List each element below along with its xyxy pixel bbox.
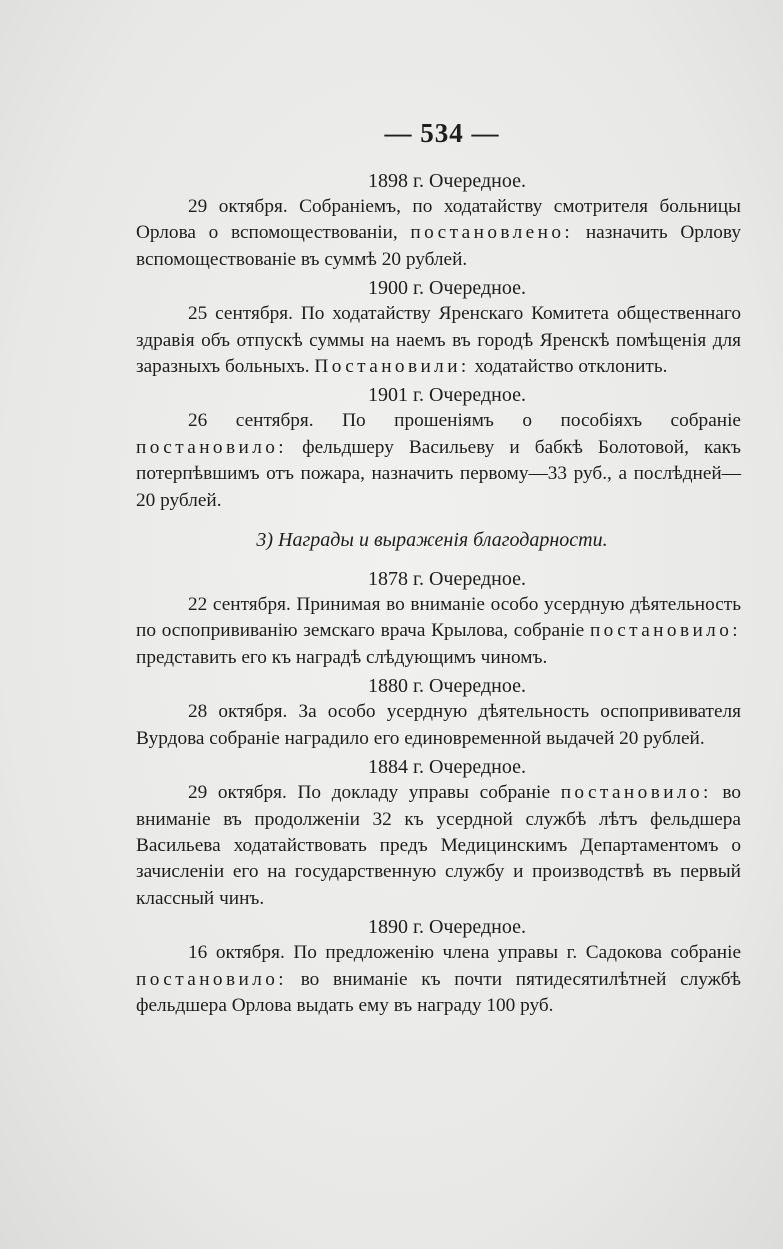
paragraph-text: 29 октября. Собраніемъ, по ходатайству смотрителя больницы Орлова о вспомоществованіи, (136, 196, 741, 244)
paragraph-text: во вниманіе въ продолженіи 32 къ усердной службѣ лѣтъ фельдшера Васильева ходатайствовать предъ Медицинскимъ Департаментомъ о зачисленіи его на государственную службу и производствѣ въ первый классный чинъ. (136, 782, 742, 909)
year-heading: 1890 г. Очередное. (368, 916, 526, 939)
paragraph-text: 29 октября. По докладу управы собраніе (188, 782, 561, 804)
paragraph-text: во вниманіе къ почти пятидесятилѣтней службѣ фельдшера Орлова выдать ему въ награду 100 руб. (136, 968, 741, 1016)
year-heading: 1898 г. Очередное. (368, 170, 526, 192)
section-heading: 3) Награды и выраженія благодарности. (256, 529, 608, 552)
entry-paragraph (136, 699, 741, 752)
page-text (136, 118, 742, 1021)
paragraph-text: 16 октября. По предложенію члена управы г. Садокова собраніе (188, 942, 741, 964)
paragraph-text: фельдшеру Васильеву и бабкѣ Болотовой, какъ потерпѣвшимъ отъ пожара, назначить первому—33 руб., а послѣдней—20 рублей. (136, 436, 741, 511)
resolution-keyword: постановило: (589, 620, 741, 642)
entry-paragraph (136, 940, 741, 1019)
paragraph-text: 26 сентября. По прошеніямъ о пособіяхъ собраніе (188, 410, 741, 432)
entry-paragraph (136, 592, 741, 671)
entry-paragraph (136, 194, 741, 273)
entry (136, 168, 741, 273)
paragraph-text: 28 октября. За особо усердную дѣятельность оспопрививателя Вурдова собраніе наградило его единовременной выдачей 20 рублей. (136, 701, 741, 749)
page-number: — 534 — (384, 118, 500, 148)
resolution-keyword: Постановили: (314, 356, 470, 378)
paragraph-text: ходатайство отклонить. (469, 356, 668, 378)
resolution-keyword: постановлено: (410, 222, 574, 244)
entry (136, 275, 741, 380)
entries-bottom (136, 566, 742, 1019)
year-heading: 1884 г. Очередное. (368, 756, 526, 779)
year-heading: 1878 г. Очередное. (368, 568, 526, 591)
year-heading: 1900 г. Очередное. (368, 277, 526, 300)
entry (136, 754, 742, 912)
entry-paragraph (136, 780, 741, 912)
entry-paragraph (136, 301, 741, 380)
paragraph-text: назначить Орлову вспомоществованіе въ суммѣ 20 рублей. (136, 222, 741, 270)
resolution-keyword: постановило: (136, 968, 288, 990)
resolution-keyword: постановило: (560, 782, 712, 804)
entry (136, 914, 741, 1019)
entry-paragraph (136, 408, 741, 514)
year-heading: 1901 г. Очередное. (368, 384, 526, 407)
paragraph-text: представить его къ наградѣ слѣдующимъ чиномъ. (136, 646, 548, 668)
year-heading: 1880 г. Очередное. (368, 675, 526, 698)
entry (136, 382, 741, 514)
entry (136, 673, 741, 752)
entries-top (136, 168, 741, 514)
resolution-keyword: постановило: (136, 436, 288, 458)
entry (136, 566, 741, 671)
paragraph-text: 25 сентября. По ходатайству Яренскаго Комитета общественнаго здравія объ отпускѣ суммы на наемъ въ городѣ Яренскѣ помѣщенія для заразныхъ больныхъ. (136, 303, 741, 378)
paragraph-text: 22 сентября. Принимая во вниманіе особо усердную дѣятельность по оспопрививанію земскаго врача Крылова, собраніе (136, 594, 741, 642)
